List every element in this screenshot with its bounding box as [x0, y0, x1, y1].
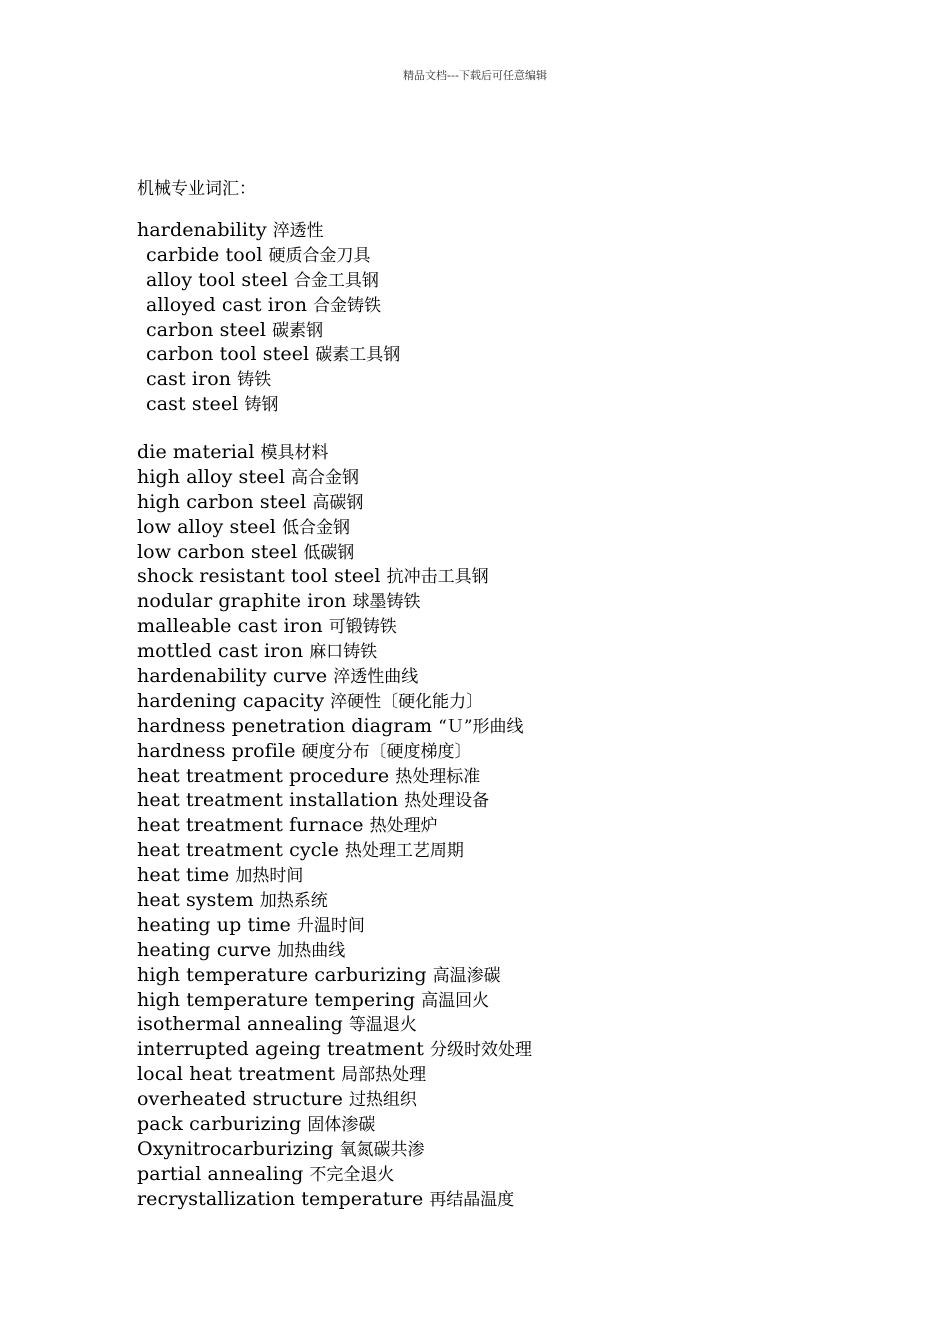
vocab-entry	[137, 440, 532, 465]
term-chinese: “Ｕ”形曲线	[438, 716, 524, 737]
term-chinese: 铸钢	[244, 395, 279, 416]
term-english: heat treatment installation	[137, 789, 399, 812]
term-english: heating curve	[137, 938, 272, 961]
vocab-entry	[137, 1062, 532, 1087]
vocabulary-list-materials	[137, 218, 400, 417]
vocab-entry	[137, 1037, 532, 1062]
term-chinese: 升温时间	[296, 915, 365, 936]
vocab-entry	[137, 788, 532, 813]
vocab-entry	[137, 367, 400, 392]
document-title: 机械专业词汇：	[137, 179, 256, 199]
term-english: isothermal annealing	[137, 1013, 343, 1036]
vocab-entry	[137, 813, 532, 838]
term-chinese: 加热曲线	[277, 940, 346, 961]
term-chinese: 高温回火	[421, 990, 490, 1011]
term-english: interrupted ageing treatment	[137, 1038, 424, 1061]
term-english: high temperature carburizing	[137, 963, 427, 986]
vocab-entry	[137, 1187, 532, 1212]
term-chinese: 麻口铸铁	[309, 642, 378, 663]
term-chinese: 不完全退火	[309, 1164, 395, 1185]
term-english: cast iron	[146, 368, 232, 391]
vocab-entry	[137, 515, 532, 540]
term-chinese: 热处理炉	[369, 816, 438, 837]
term-chinese: 可锻铸铁	[328, 617, 397, 638]
term-chinese: 加热系统	[259, 891, 328, 912]
term-english: hardness penetration diagram	[137, 714, 433, 737]
term-english: partial annealing	[137, 1162, 304, 1185]
term-english: cast steel	[146, 393, 239, 416]
vocabulary-list-heat-treatment	[137, 440, 532, 1212]
term-chinese: 淬透性	[272, 221, 324, 241]
vocab-entry	[137, 689, 532, 714]
vocab-entry	[137, 938, 532, 963]
term-english: alloy tool steel	[146, 268, 288, 291]
term-chinese: 热处理工艺周期	[344, 841, 464, 862]
vocab-entry	[137, 988, 532, 1013]
term-english: shock resistant tool steel	[137, 565, 381, 588]
term-chinese: 淬透性曲线	[333, 667, 419, 688]
term-chinese: 局部热处理	[341, 1065, 427, 1086]
term-english: heat treatment procedure	[137, 764, 390, 787]
vocab-entry	[137, 589, 532, 614]
vocab-entry	[137, 639, 532, 664]
vocab-entry	[137, 490, 532, 515]
term-chinese: 固体渗碳	[307, 1115, 376, 1136]
term-english: malleable cast iron	[137, 615, 323, 638]
term-english: carbon steel	[146, 318, 267, 341]
vocab-entry	[137, 564, 532, 589]
term-chinese: 加热时间	[235, 866, 304, 887]
term-english: heat treatment furnace	[137, 814, 364, 837]
term-chinese: 碳素工具钢	[315, 345, 401, 366]
vocab-entry	[137, 1087, 532, 1112]
term-chinese: 合金铸铁	[313, 295, 382, 316]
term-chinese: 高温渗碳	[432, 965, 501, 986]
term-english: local heat treatment	[137, 1063, 336, 1086]
term-english: heat treatment cycle	[137, 839, 339, 862]
page-header: 精品文档---下载后可任意编辑	[403, 69, 547, 82]
vocab-entry	[137, 614, 532, 639]
term-chinese: 高合金钢	[291, 467, 359, 488]
term-english: carbon tool steel	[146, 343, 310, 366]
term-english: high carbon steel	[137, 490, 307, 513]
term-chinese: 抗冲击工具钢	[386, 567, 489, 588]
vocab-entry	[137, 392, 400, 417]
term-chinese: 合金工具钢	[293, 270, 379, 291]
term-chinese: 硬度分布〔硬度梯度〕	[301, 741, 472, 762]
term-english: mottled cast iron	[137, 640, 304, 663]
term-english: hardening capacity	[137, 689, 325, 712]
vocab-entry	[137, 739, 532, 764]
term-chinese: 热处理设备	[404, 791, 490, 812]
term-chinese: 低碳钢	[303, 542, 355, 563]
term-chinese: 低合金钢	[281, 517, 350, 538]
term-english: low carbon steel	[137, 540, 298, 563]
term-english: nodular graphite iron	[137, 590, 347, 613]
term-chinese: 球墨铸铁	[352, 592, 421, 613]
term-chinese: 硬质合金刀具	[268, 245, 371, 266]
vocab-entry	[137, 1112, 532, 1137]
vocab-entry	[137, 963, 532, 988]
term-chinese: 氧氮碳共渗	[339, 1139, 425, 1160]
term-english: heating up time	[137, 913, 291, 936]
term-chinese: 再结晶温度	[429, 1189, 515, 1210]
vocab-entry	[137, 764, 532, 789]
term-english: high alloy steel	[137, 465, 285, 488]
vocab-entry	[137, 243, 400, 268]
term-chinese: 等温退火	[348, 1015, 417, 1036]
vocab-entry	[137, 863, 532, 888]
term-english: alloyed cast iron	[146, 293, 308, 316]
term-english: low alloy steel	[137, 515, 276, 538]
term-english: hardness profile	[137, 739, 296, 762]
term-english: high temperature tempering	[137, 988, 416, 1011]
vocab-entry	[137, 293, 400, 318]
vocab-entry	[137, 268, 400, 293]
term-chinese: 过热组织	[348, 1090, 417, 1111]
term-english: recrystallization temperature	[137, 1187, 424, 1210]
vocab-entry	[137, 540, 532, 565]
term-english: pack carburizing	[137, 1113, 302, 1136]
term-english: heat time	[137, 864, 230, 887]
term-english: hardenability curve	[137, 665, 328, 688]
term-english: overheated structure	[137, 1088, 343, 1111]
vocab-entry	[137, 714, 532, 739]
vocab-entry	[137, 465, 532, 490]
vocab-entry	[137, 838, 532, 863]
term-english: die material	[137, 441, 255, 463]
vocab-entry	[137, 664, 532, 689]
vocab-entry	[137, 888, 532, 913]
term-chinese: 热处理标准	[395, 766, 481, 787]
vocab-entry	[137, 1137, 532, 1162]
vocab-entry	[137, 318, 400, 343]
vocab-entry	[137, 342, 400, 367]
vocab-entry	[137, 1012, 532, 1037]
term-english: hardenability	[137, 219, 267, 241]
vocab-entry	[137, 913, 532, 938]
vocab-entry	[137, 218, 400, 243]
term-english: heat system	[137, 889, 254, 912]
vocab-entry	[137, 1162, 532, 1187]
term-chinese: 铸铁	[237, 370, 272, 391]
term-chinese: 分级时效处理	[429, 1040, 532, 1061]
term-english: Oxynitrocarburizing	[137, 1137, 334, 1160]
term-chinese: 淬硬性〔硬化能力〕	[330, 691, 484, 712]
term-chinese: 高碳钢	[312, 492, 364, 513]
term-chinese: 碳素钢	[272, 320, 324, 341]
term-chinese: 模具材料	[260, 443, 329, 463]
term-english: carbide tool	[146, 243, 263, 266]
